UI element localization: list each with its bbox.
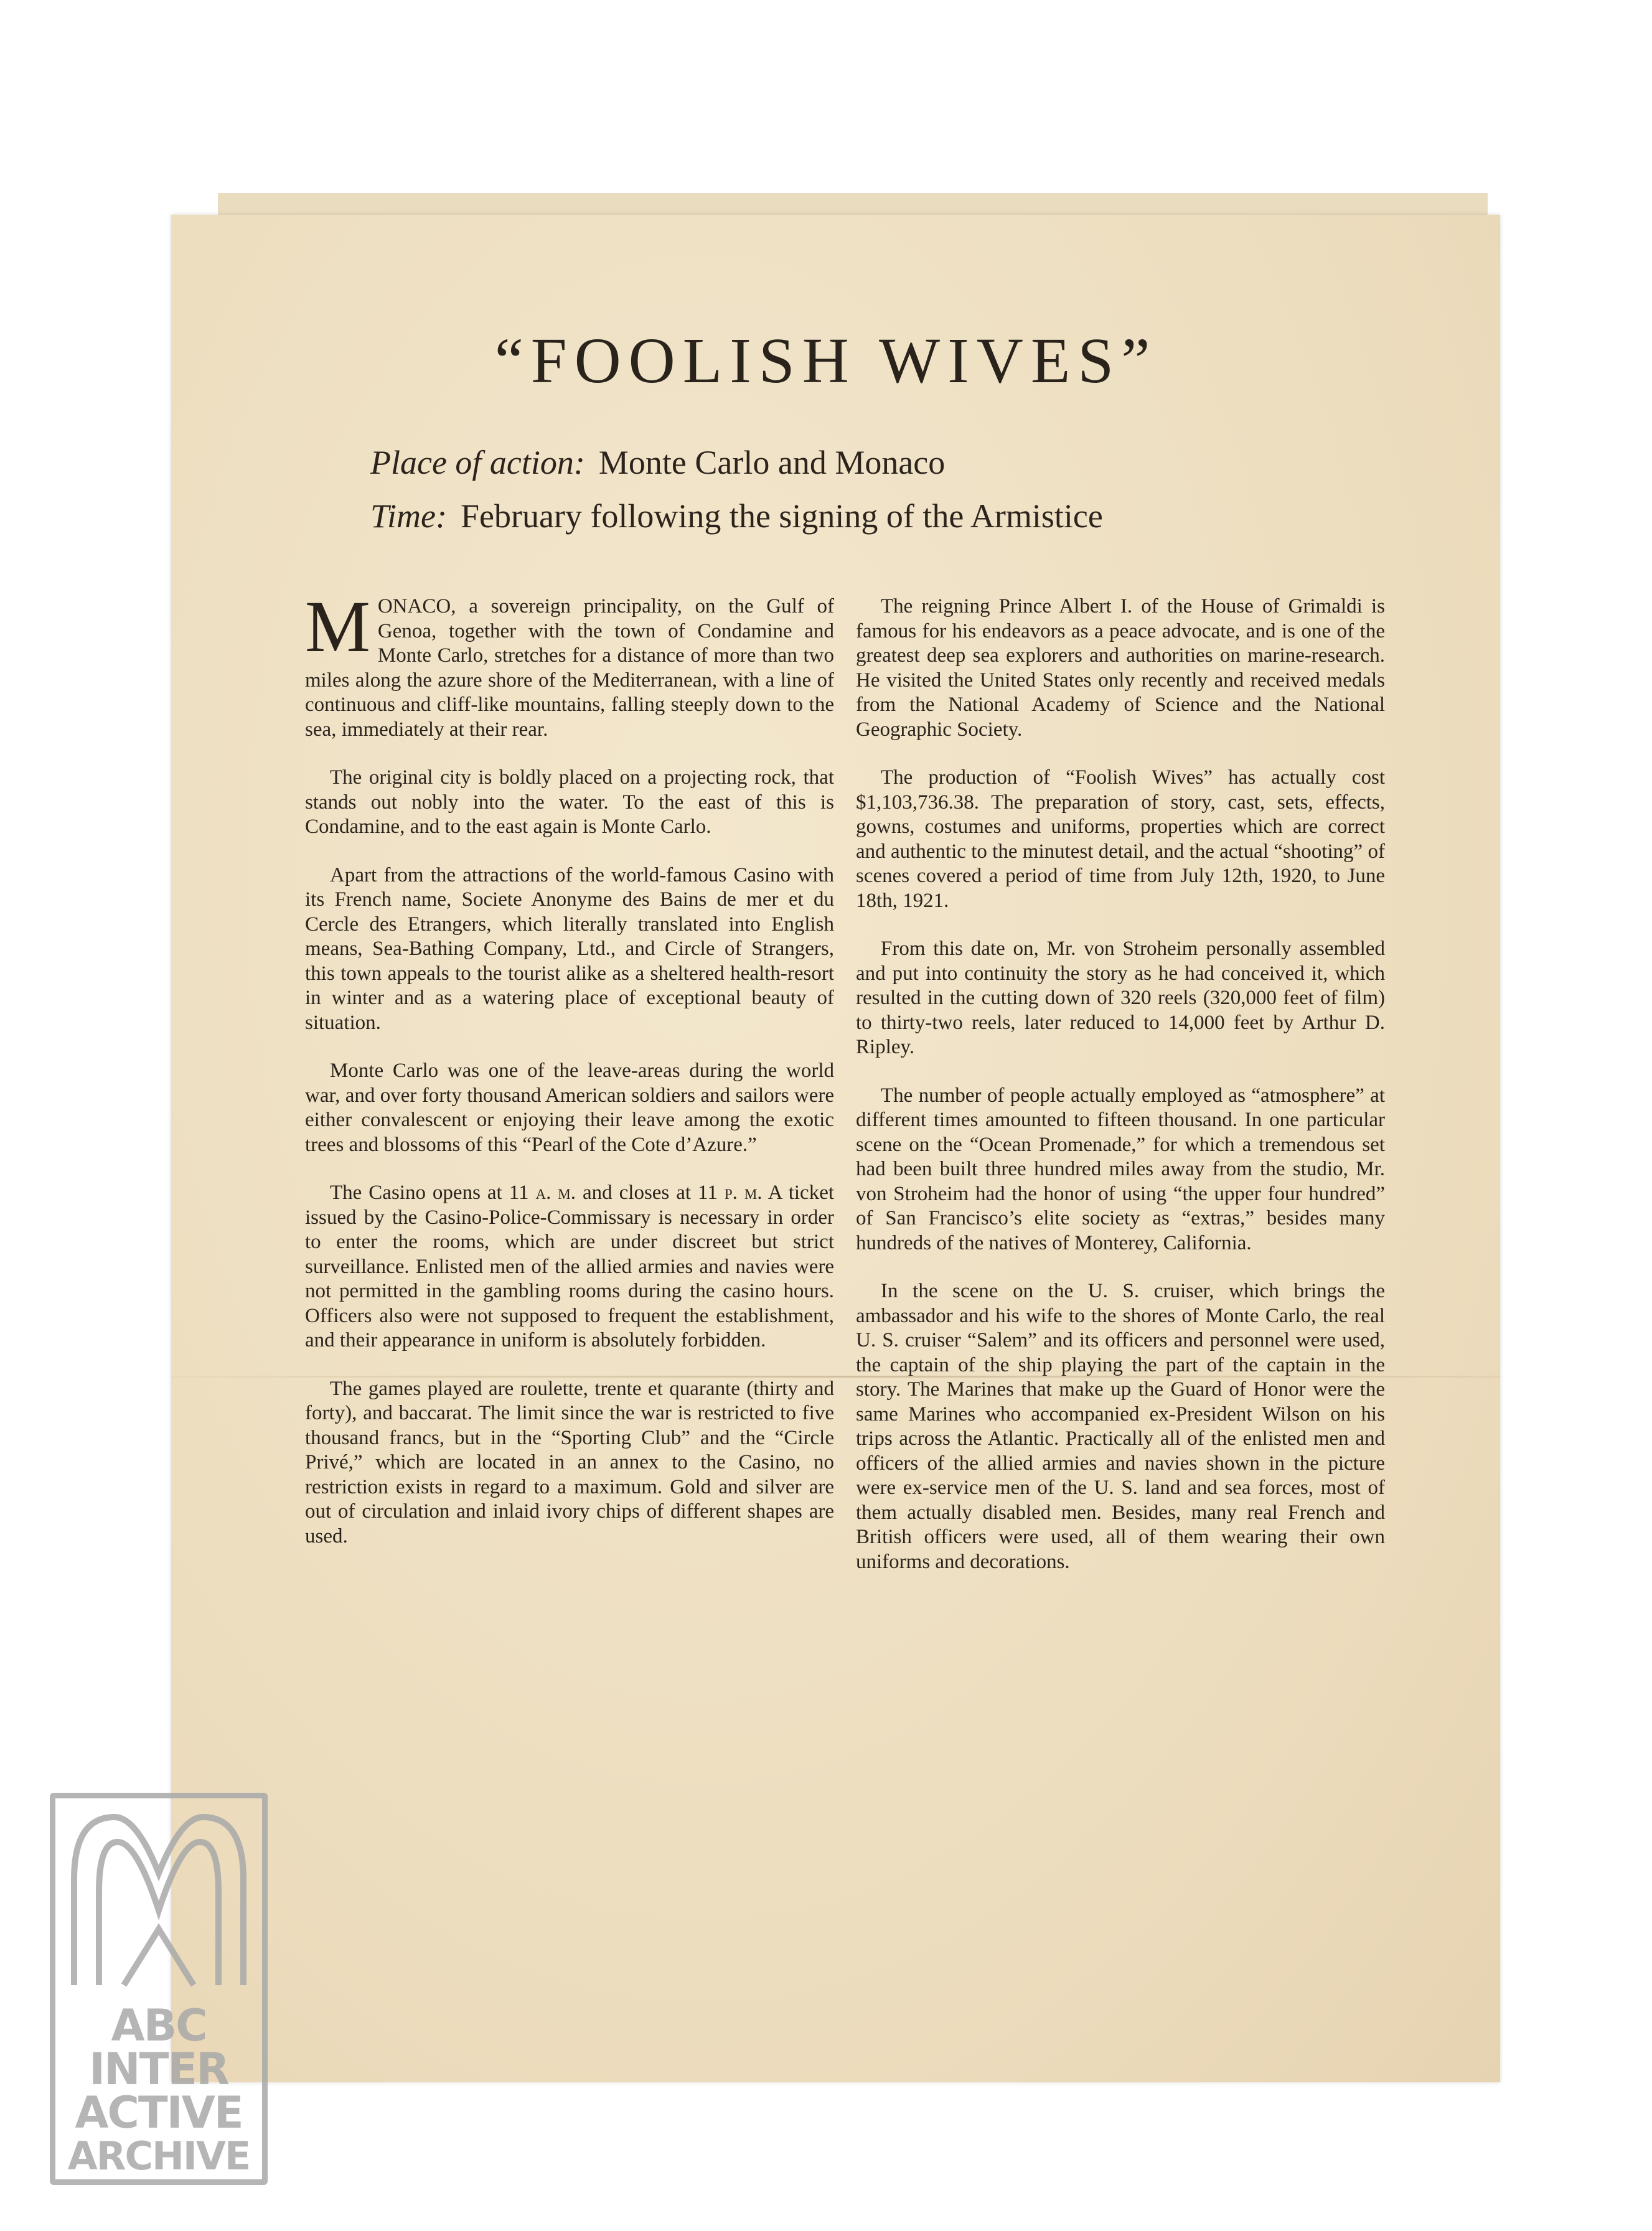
place-of-action-line <box>370 443 945 482</box>
time-label: Time: <box>370 497 448 535</box>
watermark-line-1: ABC <box>111 2000 207 2051</box>
document-title: “FOOLISH WIVES” <box>494 325 1158 397</box>
right-column <box>856 594 1385 1598</box>
place-value: Monte Carlo and Monaco <box>598 444 946 481</box>
left-paragraph-4: Monte Carlo was one of the leave-areas during the world war, and over forty thousand American soldiers and sailors were either convalescent or enjoying their leave among the exotic trees and blossoms of this “Pearl of the Cote d’Azure.” <box>305 1059 834 1156</box>
right-paragraph-2: The production of “Foolish Wives” has actually cost $1,103,736.38. The preparation of story, cast, sets, effects, gowns, costumes and uniforms, properties which are correct and authentic to the minutest detail, and the actual “shooting” of scenes covered a period of time from July 12th, 1920, to June 18th, 1921. <box>856 766 1385 912</box>
left-paragraph-6: The games played are roulette, trente et quarante (thirty and forty), and baccarat. The limit since the war is restricted to five thousand francs, but in the “Sporting Club” and the “Circle Privé,” which are located in an annex to the Casino, no restriction exists in regard to a maximum. Gold and silver are out of circulation and inlaid ivory chips of different shapes are used. <box>305 1377 834 1548</box>
arch-logo-icon <box>55 1805 262 1991</box>
right-paragraph-5: In the scene on the U. S. cruiser, which brings the ambassador and his wife to the shores of Monte Carlo, the real U. S. cruiser “Salem” and its officers and personnel were used, the captain of the ship playing the part of the captain in the story. The Marines that make up the Guard of Honor were the same Marines who accompanied ex-President Wilson on his trips across the Atlantic. Practically all of the enlisted men and officers of the allied armies and navies shown in the picture were ex-service men of the U. S. land and sea forces, most of them actually disabled men. Besides, many real French and British officers were used, all of them wearing their own uniforms and decorations. <box>856 1280 1385 1573</box>
left-paragraph-1 <box>305 586 834 742</box>
right-paragraph-4: The number of people actually employed as “atmosphere” at different times amounted to fifteen thousand. In one particular scene on the “Ocean Promenade,” for which a tremendous set had been built three hundred miles away from the studio, Mr. von Stroheim had the honor of using “the upper four hundred” of San Francisco’s elite society as “extras,” besides many hundreds of the natives of Monterey, California. <box>856 1084 1385 1254</box>
drop-cap: M <box>305 586 370 667</box>
time-value: February following the signing of the Armistice <box>461 497 1103 535</box>
place-label: Place of action: <box>370 444 585 481</box>
left-paragraph-2: The original city is boldly placed on a projecting rock, that stands out nobly into the water. To the east of this is Condamine, and to the east again is Monte Carlo. <box>305 766 834 838</box>
left-paragraph-3: Apart from the attractions of the world-famous Casino with its French name, Societe Anonyme des Bains de mer et du Cercle des Etrangers, which literally translated into English means, Sea-Bathing Company, Ltd., and Circle of Strangers, this town appeals to the tourist alike as a sheltered health-resort in winter and as a watering place of exceptional beauty of situation. <box>305 863 834 1034</box>
p5-part-b: and closes at 11 <box>583 1181 718 1204</box>
p5-am: a. m. <box>535 1181 576 1204</box>
archive-watermark-logo <box>50 1793 268 2185</box>
left-paragraph-5 <box>305 1181 834 1353</box>
time-line <box>370 497 1103 535</box>
p5-part-c: A ticket issued by the Casino-Police-Commissary is necessary in order to enter the rooms, which are under discreet but strict surveillance. Enlisted men of the allied armies and navies were not permitted in the gambling rooms during the casino hours. Officers also were not supposed to frequent the establishment, and their appearance in uniform is absolutely forbidden. <box>305 1181 835 1351</box>
watermark-line-3: ACTIVE <box>75 2087 243 2138</box>
right-paragraph-1: The reigning Prince Albert I. of the House of Grimaldi is famous for his endeavors as a peace advocate, and is one of the greatest deep sea explorers and authorities on marine-research. He visited the United States only recently and received medals from the National Academy of Science and the National Geographic Society. <box>856 595 1385 741</box>
watermark-line-4: ARCHIVE <box>67 2133 250 2179</box>
watermark-line-2: INTER <box>88 2044 229 2095</box>
p5-part-a: The Casino opens at 11 <box>330 1181 529 1204</box>
left-column <box>305 586 835 1572</box>
left-paragraph-1-text: ONACO, a sovereign principality, on the Gulf of Genoa, together with the town of Condamine and Monte Carlo, stretches for a distance of more than two miles along the azure shore of the Mediterranean, with a line of continuous and cliff-like mountains, falling steeply down to the sea, immediately at their rear. <box>305 595 834 741</box>
p5-pm: p. m. <box>724 1181 763 1204</box>
right-paragraph-3: From this date on, Mr. von Stroheim personally assembled and put into continuity the story as he had conceived it, which resulted in the cutting down of 320 reels (320,000 feet of film) to thirty-two reels, later reduced to 14,000 feet by Arthur D. Ripley. <box>856 937 1385 1058</box>
